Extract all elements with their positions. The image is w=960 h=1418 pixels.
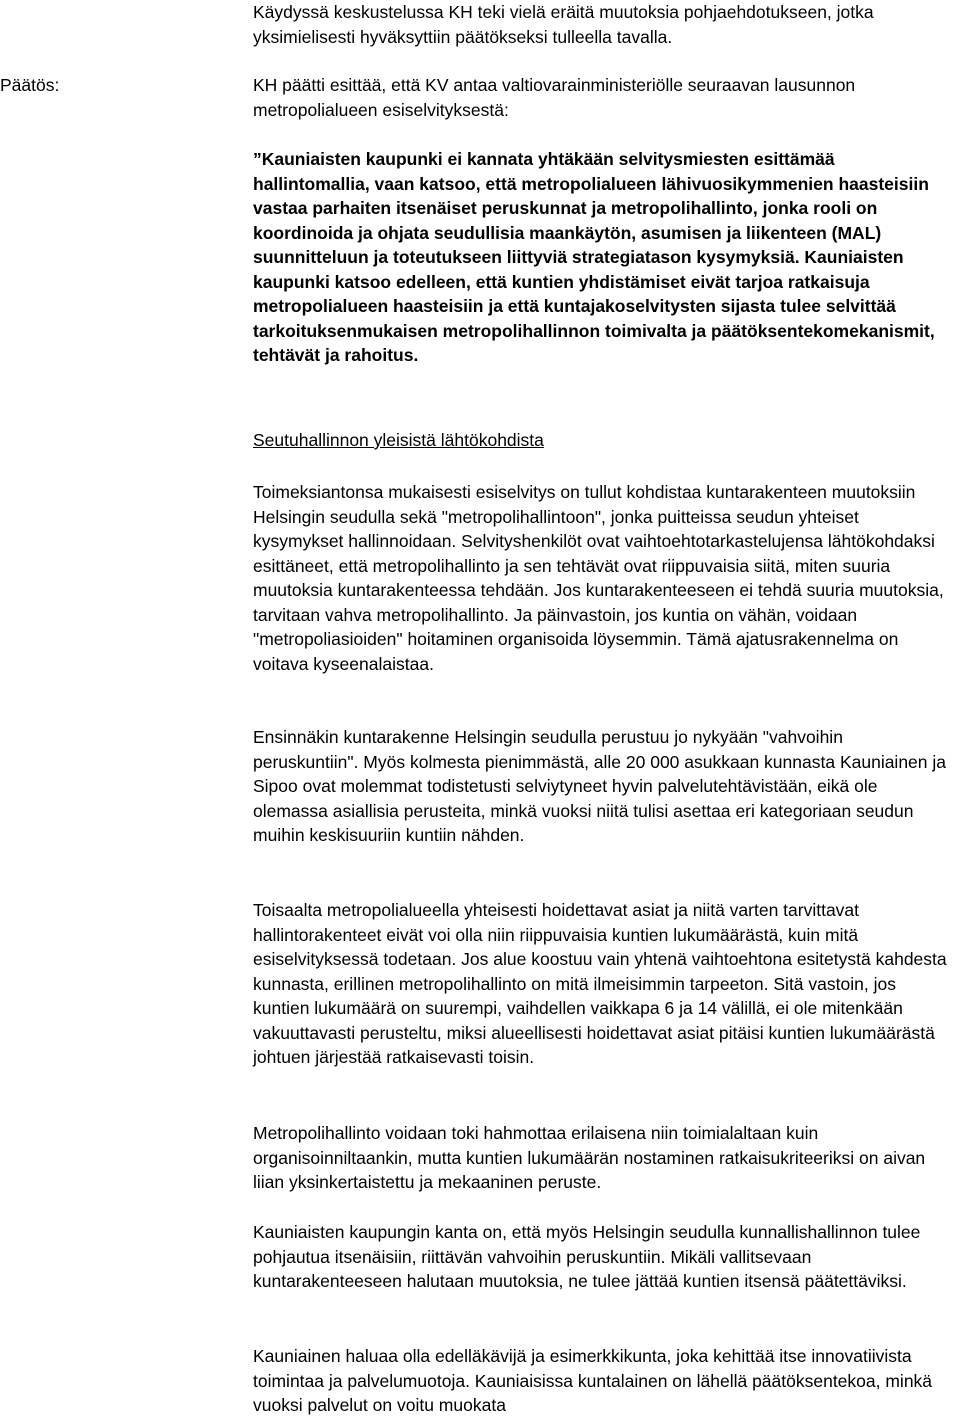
body-paragraph: Ensinnäkin kuntarakenne Helsingin seudulla perustuu jo nykyään "vahvoihin peruskuntiin". Myös kolmesta pienimmästä, alle 20 000 asukkaan kunnasta Kauniainen ja Sipoo ovat molemmat todistetusti selviytyneet hyvin palvelutehtävistään, eikä ole olemassa asiallisia perusteita, minkä vuoksi niitä tulisi asettaa eri kategoriaan seudun muihin keskisuuriin kuntiin nähden. [253,727,947,845]
body-paragraph: Toisaalta metropolialueella yhteisesti hoidettavat asiat ja niitä varten tarvittavat hallintorakenteet eivät voi olla niin riippuvaisia kuntien lukumäärästä, kuin mitä esiselvityksessä todetaan. Jos alue koostuu vain yhtenä vaihtoehtona esitetystä kahdesta kunnasta, erillinen metropolihallinto on mitä ilmeisimmin tarpeeton. Sitä vastoin, jos kuntien lukumäärä on suurempi, vaihdellen vaikkapa 6 ja 14 välillä, ei ole mitenkään vakuuttavasti perusteltu, miksi alueellisesti hoidettavat asiat pitäisi kuntien lukumäärästä johtuen järjestää ratkaisevasti toisin. [253,900,947,1067]
body-paragraph: Toimeksiantonsa mukaisesti esiselvitys on tullut kohdistaa kuntarakenteen muutoksiin Helsingin seudulla sekä "metropolihallintoon", jonka puitteissa seudun yhteiset kysymykset hallinnoidaan. Selvityshenkilöt ovat vaihtoehtotarkastelujensa lähtökohdaksi esittäneet, että metropolihallinto ja sen tehtävät ovat riippuvaisia siitä, miten suuria muutoksia kuntarakenteessa tehdään. Jos kuntarakenteeseen ei tehdä suuria muutoksia, tarvitaan vahva metropolihallinto. Ja päinvastoin, jos kuntia on vähän, voidaan "metropoliasioiden" hoitaminen organisoida löysemmin. Tämä ajatusrakennelma on voitava kyseenalaistaa. [253,482,944,674]
decision-paragraph: KH päätti esittää, että KV antaa valtiovarainministeriölle seuraavan lausunnon metropolialueen esiselvityksestä: [253,75,856,120]
body-paragraph: Kauniaisten kaupungin kanta on, että myös Helsingin seudulla kunnallishallinnon tulee pohjautua itsenäisiin, riittävän vahvoihin peruskuntiin. Mikäli vallitsevaan kuntarakenteeseen halutaan muutoksia, ne tulee jättää kuntien itsensä päätettäviksi. [253,1222,921,1291]
section-heading: Seutuhallinnon yleisistä lähtökohdista [253,430,544,450]
intro-paragraph: Käydyssä keskustelussa KH teki vielä eräitä muutoksia pohjaehdotukseen, jotka yksimielisesti hyväksyttiin päätökseksi tulleella tavalla. [253,2,874,47]
decision-label: Päätös: [0,75,60,95]
body-paragraph: Kauniainen haluaa olla edelläkävijä ja esimerkkikunta, joka kehittää itse innovatiivista toimintaa ja palvelumuotoja. Kauniaisissa kuntalainen on lähellä päätöksentekoa, minkä vuoksi palvelut on voitu muokata [253,1346,933,1415]
body-paragraph: Metropolihallinto voidaan toki hahmottaa erilaisena niin toimialaltaan kuin organisoinniltaankin, mutta kuntien lukumäärän nostaminen ratkaisukriteeriksi on aivan liian yksinkertaistettu ja mekaaninen peruste. [253,1123,926,1192]
statement-paragraph: ”Kauniaisten kaupunki ei kannata yhtäkään selvitysmiesten esittämää hallintomallia, vaan katsoo, että metropolialueen lähivuosikymmenien haasteisiin vastaa parhaiten itsenäiset peruskunnat ja metropolihallinto, jonka rooli on koordinoida ja ohjata seudullisia maankäytön, asumisen ja liikenteen (MAL) suunnitteluun ja toteutukseen liittyviä strategiatason kysymyksiä. Kauniaisten kaupunki katsoo edelleen, että kuntien yhdistämiset eivät tarjoa ratkaisuja metropolialueen haasteisiin ja että kuntajakoselvitysten sijasta tulee selvittää tarkoituksenmukaisen metropolihallinnon toimivalta ja päätöksentekomekanismit, tehtävät ja rahoitus. [253,149,935,365]
